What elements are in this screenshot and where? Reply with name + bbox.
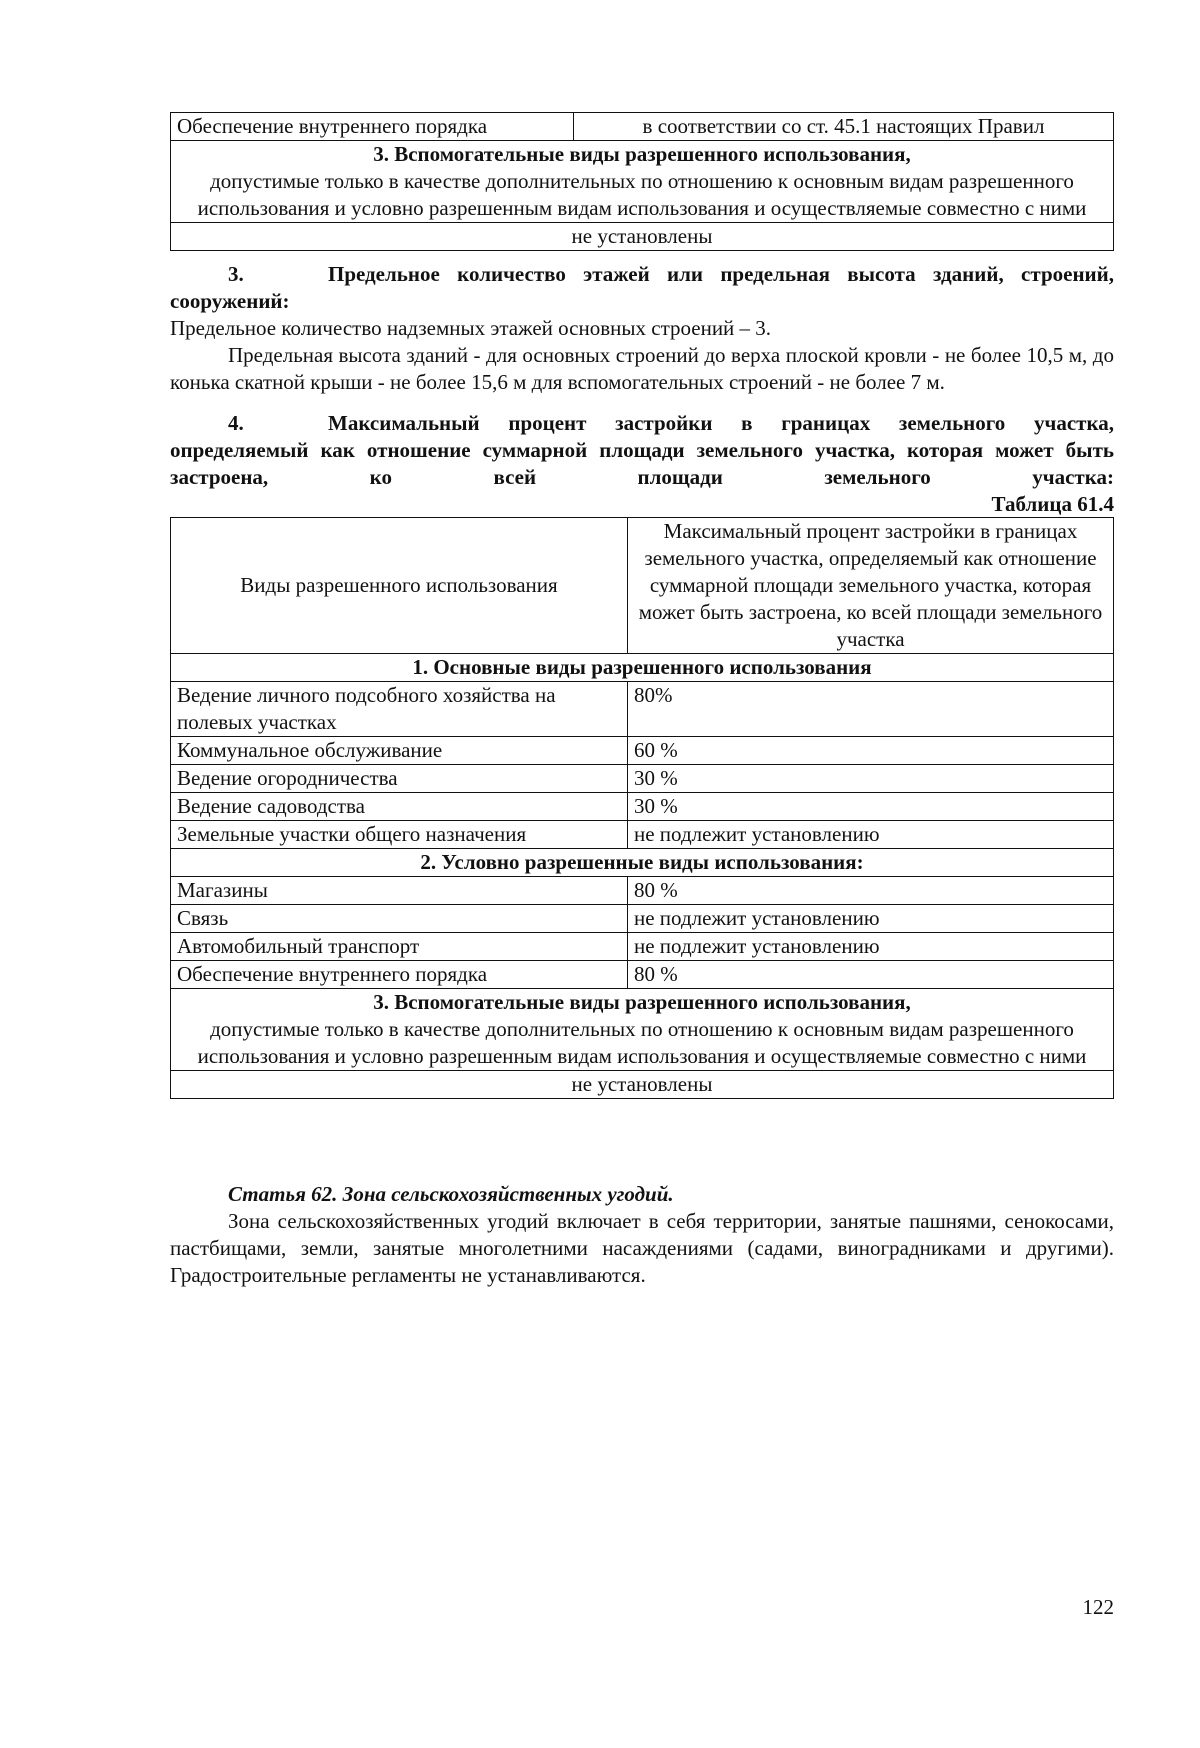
table-row — [171, 877, 1114, 905]
section-title: Максимальный процент застройки в границах земельного участка, определяемый как отношение суммарной площади земельного участка, которая может быть застроена, ко всей площади земельного участка: — [170, 411, 1114, 489]
page-number: 122 — [1082, 1595, 1114, 1619]
section-3-heading — [170, 261, 1114, 315]
section-description: допустимые только в качестве дополнительных по отношению к основным видам разрешенного использования и условно разрешенным видам использования и осуществляемые совместно с ними — [197, 169, 1087, 220]
section-cell — [171, 989, 1114, 1071]
table-row — [171, 682, 1114, 737]
section-description: допустимые только в качестве дополнительных по отношению к основным видам разрешенного использования и условно разрешенным видам использования и осуществляемые совместно с ними — [197, 1017, 1087, 1068]
use-type-cell: Обеспечение внутреннего порядка — [171, 961, 628, 989]
percent-cell: 30 % — [628, 765, 1114, 793]
table-cell: не установлены — [171, 1071, 1114, 1099]
table-row — [171, 765, 1114, 793]
use-type-cell: Связь — [171, 905, 628, 933]
table-row — [171, 223, 1114, 251]
article-title: Статья 62. Зона сельскохозяйственных угодий. — [228, 1182, 674, 1206]
use-type-cell: Ведение личного подсобного хозяйства на полевых участках — [171, 682, 628, 737]
table-row — [171, 793, 1114, 821]
section-title: Предельное количество этажей или предельная высота зданий, строений, сооружений: — [170, 262, 1114, 313]
percent-cell: 80 % — [628, 877, 1114, 905]
use-type-cell: Коммунальное обслуживание — [171, 737, 628, 765]
use-type-cell: Магазины — [171, 877, 628, 905]
document-page — [170, 112, 1114, 1289]
table-row — [171, 654, 1114, 682]
use-type-cell: Автомобильный транспорт — [171, 933, 628, 961]
paragraph: Предельное количество надземных этажей основных строений – 3. — [170, 316, 772, 340]
section-4-heading — [170, 410, 1114, 491]
use-type-cell: Ведение огородничества — [171, 765, 628, 793]
percent-cell: не подлежит установлению — [628, 821, 1114, 849]
group2-rows — [171, 877, 1114, 989]
table-row — [171, 141, 1114, 223]
paragraph: Зона сельскохозяйственных угодий включает в себя территории, занятые пашнями, сенокосами, пастбищами, земли, занятые многолетними насаждениями (садами, виноградниками и другими). Градостроительные регламенты не устанавливаются. — [170, 1209, 1114, 1287]
paragraph: Предельная высота зданий - для основных строений до верха плоской кровли - не более 10,5 м, до конька скатной крыши - не более 15,6 м для вспомогательных строений - не более 7 м. — [170, 343, 1114, 394]
percent-cell: 30 % — [628, 793, 1114, 821]
group-title: 3. Вспомогательные виды разрешенного использования, — [373, 990, 911, 1014]
column-header: Максимальный процент застройки в границах земельного участка, определяемый как отношение суммарной площади земельного участка, которая может быть застроена, ко всей площади земельного участка — [628, 518, 1114, 654]
group-title: 2. Условно разрешенные виды использования: — [171, 849, 1114, 877]
table-row — [171, 989, 1114, 1071]
section-number: 4. — [228, 411, 244, 435]
column-header: Виды разрешенного использования — [171, 518, 628, 654]
main-table — [170, 517, 1114, 1099]
section-number: 3. — [228, 262, 244, 286]
top-table — [170, 112, 1114, 251]
percent-cell: 60 % — [628, 737, 1114, 765]
table-cell: не установлены — [171, 223, 1114, 251]
table-caption: Таблица 61.4 — [991, 492, 1114, 516]
table-header-row — [171, 518, 1114, 654]
section-title: 3. Вспомогательные виды разрешенного использования, — [373, 142, 911, 166]
table-cell: в соответствии со ст. 45.1 настоящих Правил — [574, 113, 1114, 141]
use-type-cell: Ведение садоводства — [171, 793, 628, 821]
percent-cell: 80% — [628, 682, 1114, 737]
table-row — [171, 933, 1114, 961]
table-row — [171, 737, 1114, 765]
section-cell — [171, 141, 1114, 223]
table-row — [171, 849, 1114, 877]
table-row — [171, 821, 1114, 849]
table-row — [171, 961, 1114, 989]
table-cell: Обеспечение внутреннего порядка — [171, 113, 574, 141]
percent-cell: 80 % — [628, 961, 1114, 989]
group1-rows — [171, 682, 1114, 849]
table-row — [171, 905, 1114, 933]
use-type-cell: Земельные участки общего назначения — [171, 821, 628, 849]
percent-cell: не подлежит установлению — [628, 905, 1114, 933]
group-title: 1. Основные виды разрешенного использования — [171, 654, 1114, 682]
table-row — [171, 113, 1114, 141]
table-row — [171, 1071, 1114, 1099]
percent-cell: не подлежит установлению — [628, 933, 1114, 961]
